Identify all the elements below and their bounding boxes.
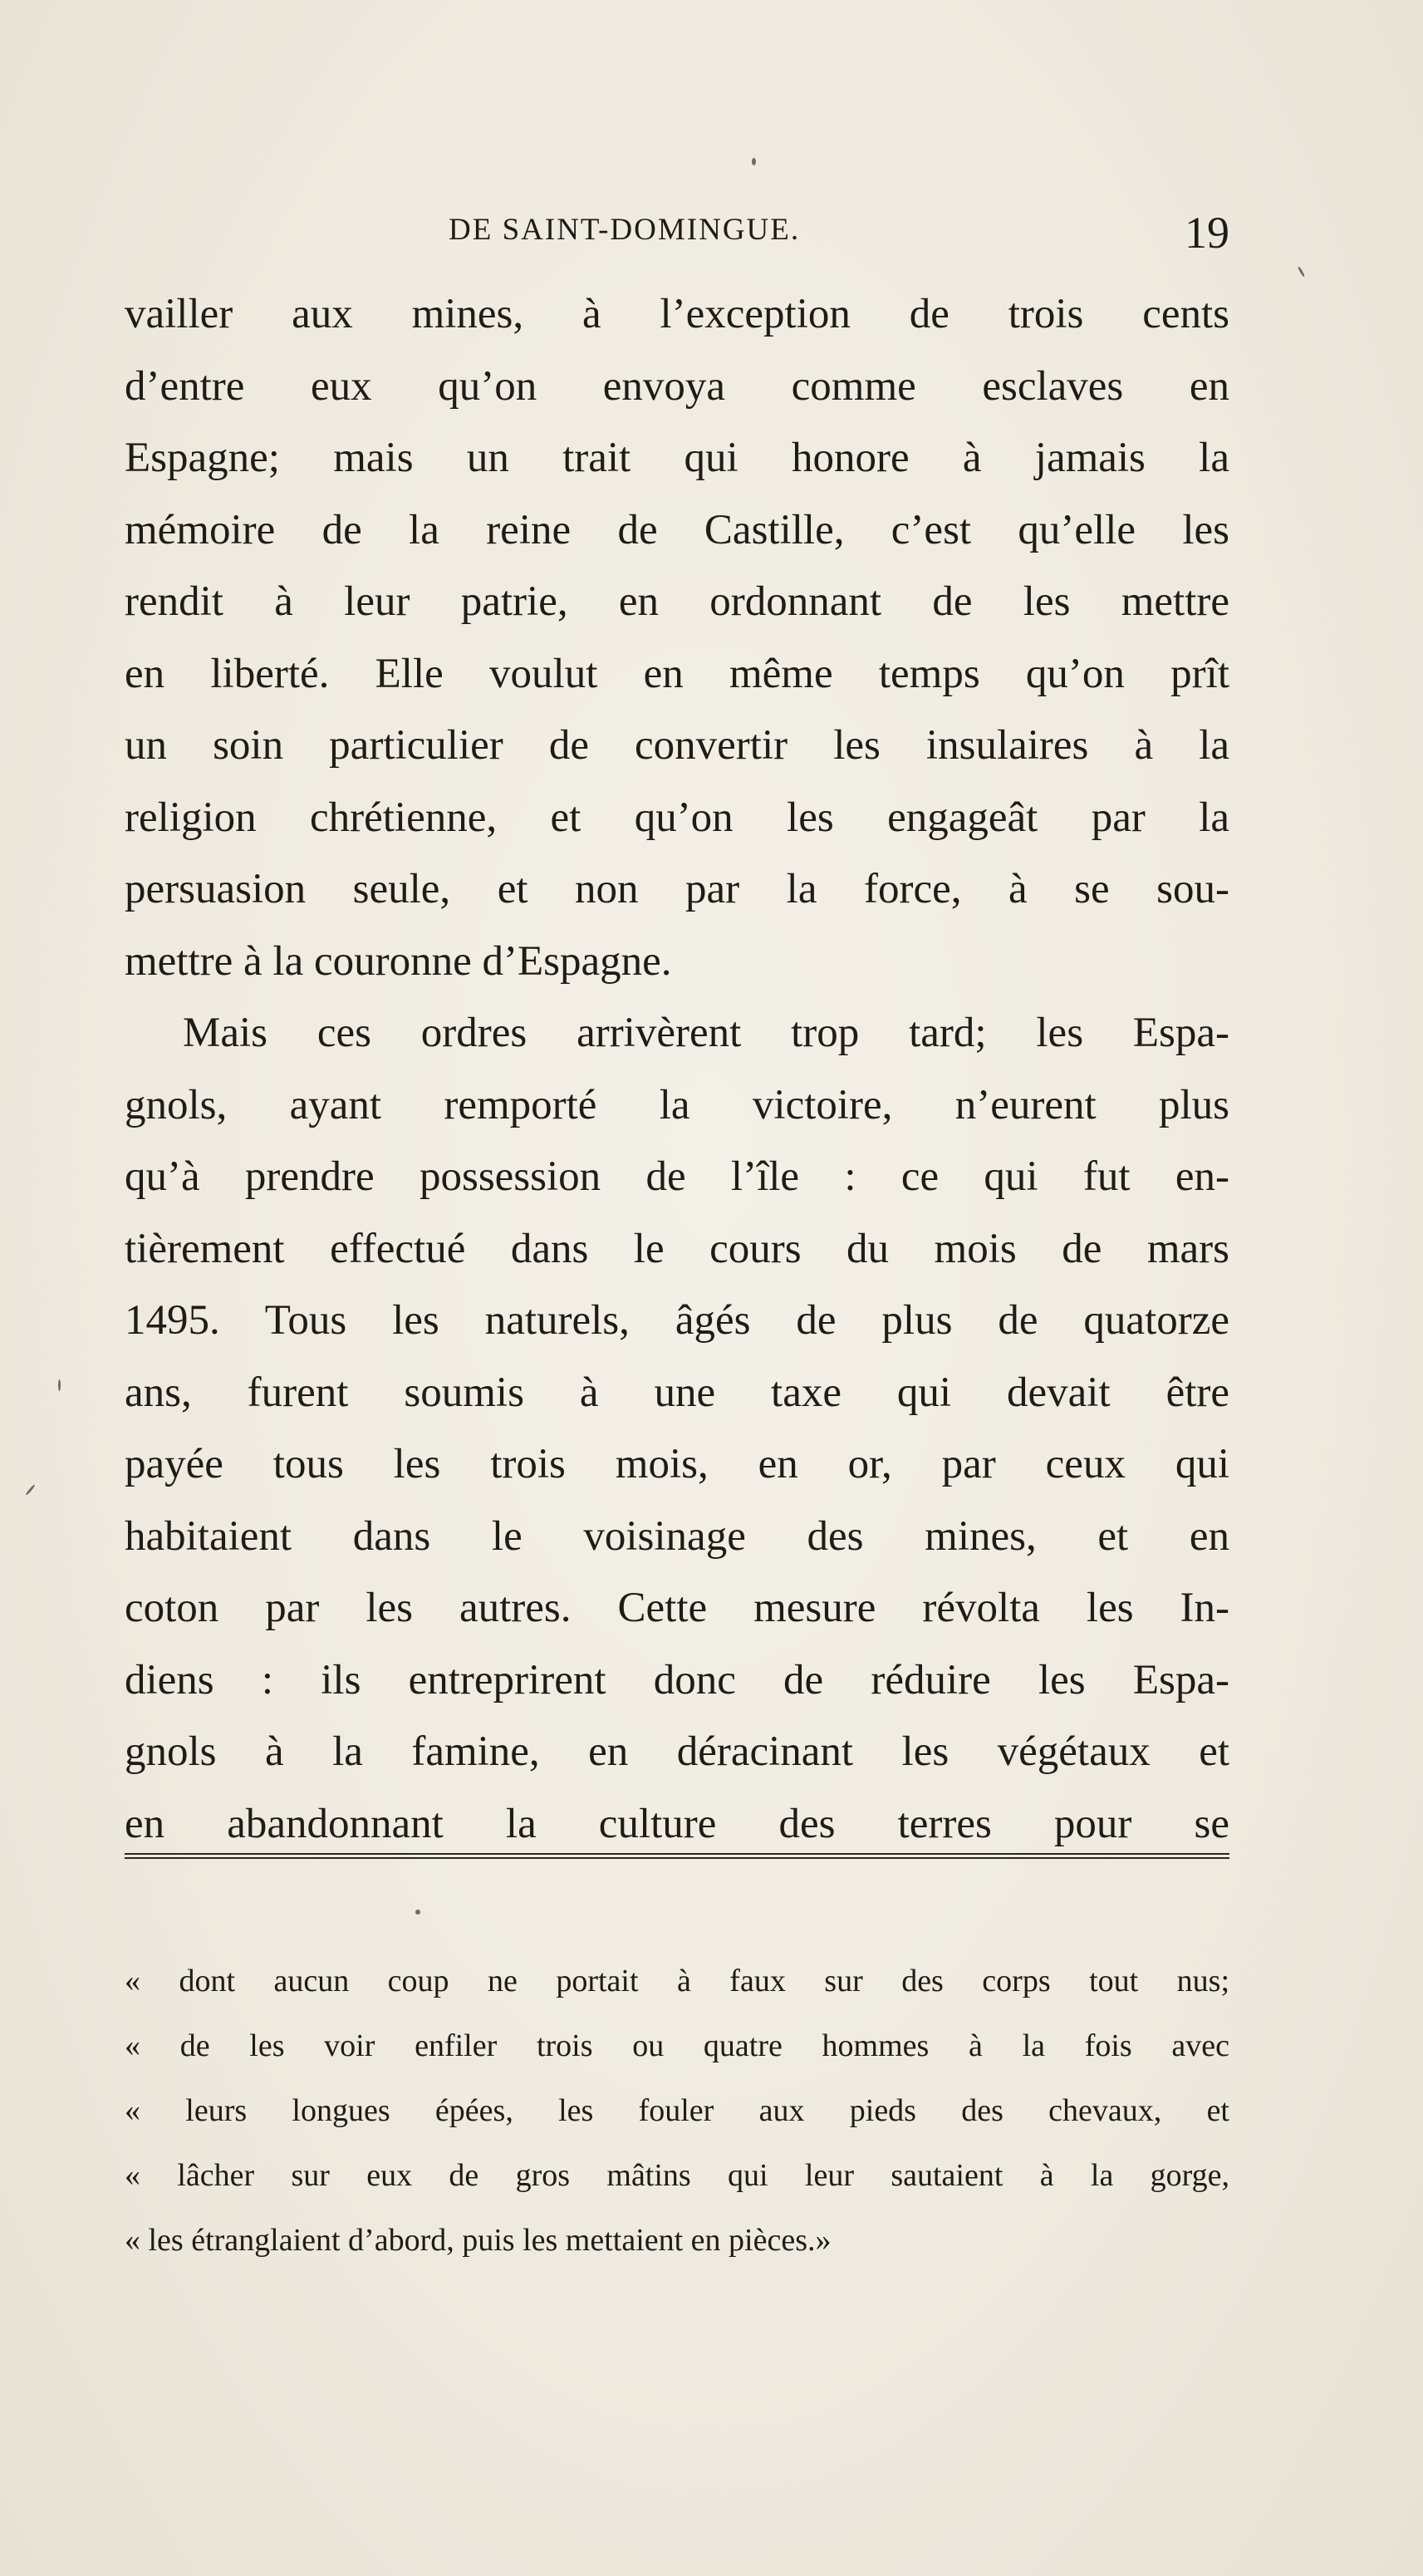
text-line: en liberté. Elle voulut en même temps qu’on prît: [125, 650, 1229, 697]
text-line: 1495. Tous les naturels, âgés de plus de quatorze: [125, 1297, 1229, 1344]
text-line: coton par les autres. Cette mesure révolta les In-: [125, 1585, 1229, 1631]
ink-speck: [415, 1910, 420, 1915]
footnote-line: « lâcher sur eux de gros mâtins qui leur sautaient à la gorge,: [125, 2158, 1229, 2193]
running-head: [125, 208, 1229, 262]
ink-speck: [1298, 266, 1306, 278]
text-line: un soin particulier de convertir les insulaires à la: [125, 722, 1229, 769]
footnote-rule: [125, 1853, 1229, 1859]
text-line: persuasion seule, et non par la force, à se sou-: [125, 866, 1229, 912]
page-number: 19: [1185, 208, 1229, 258]
text-line: mettre à la couronne d’Espagne.: [125, 937, 672, 985]
text-line: habitaient dans le voisinage des mines, et en: [125, 1512, 1229, 1560]
ink-speck: [58, 1379, 61, 1391]
text-line: diens : ils entreprirent donc de réduire les Espa-: [125, 1656, 1229, 1703]
body-text: [125, 278, 1229, 1860]
text-line: ans, furent soumis à une taxe qui devait être: [125, 1369, 1229, 1416]
text-line: payée tous les trois mois, en or, par ceux qui: [125, 1441, 1229, 1487]
text-line: gnols, ayant remporté la victoire, n’eurent plus: [125, 1081, 1229, 1128]
text-line: vailler aux mines, à l’exception de trois cents: [125, 291, 1229, 337]
text-line: qu’à prendre possession de l’île : ce qui fut en-: [125, 1153, 1229, 1200]
text-line: d’entre eux qu’on envoya comme esclaves en: [125, 362, 1229, 410]
text-line: religion chrétienne, et qu’on les engageât par la: [125, 794, 1229, 841]
footnote-line: « dont aucun coup ne portait à faux sur des corps tout nus;: [125, 1964, 1229, 1998]
footnote-line: « de les voir enfiler trois ou quatre hommes à la fois avec: [125, 2028, 1229, 2063]
text-line: rendit à leur patrie, en ordonnant de les mettre: [125, 578, 1229, 625]
text-line: Mais ces ordres arrivèrent trop tard; les Espa-: [183, 1010, 1229, 1056]
text-line: tièrement effectué dans le cours du mois de mars: [125, 1225, 1229, 1272]
text-line: en abandonnant la culture des terres pour se: [125, 1800, 1229, 1847]
footnote-line: « les étranglaient d’abord, puis les mettaient en pièces.»: [125, 2223, 832, 2258]
footnote: [125, 1949, 1229, 2273]
ink-speck: [25, 1484, 36, 1496]
ink-speck: [752, 158, 756, 165]
footnote-line: « leurs longues épées, les fouler aux pieds des chevaux, et: [125, 2093, 1229, 2128]
text-line: gnols à la famine, en déracinant les végétaux et: [125, 1728, 1229, 1775]
running-title: DE SAINT-DOMINGUE.: [449, 213, 801, 247]
text-line: Espagne; mais un trait qui honore à jamais la: [125, 435, 1229, 481]
text-line: mémoire de la reine de Castille, c’est qu’elle les: [125, 506, 1229, 553]
